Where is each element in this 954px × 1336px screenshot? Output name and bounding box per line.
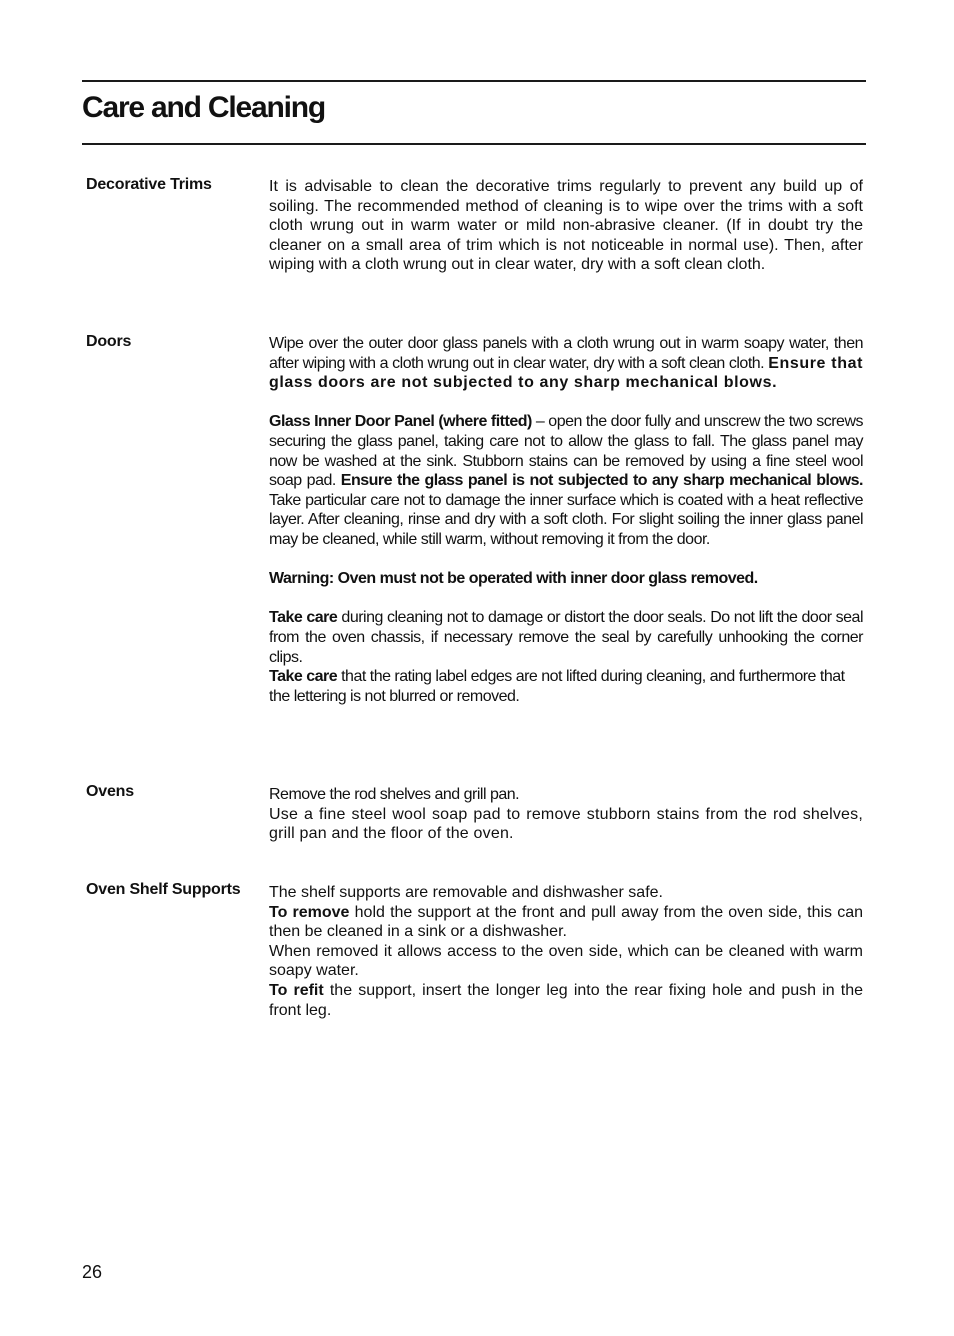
section-label-ovens: Ovens — [86, 783, 134, 800]
text-take-care-label: that the rating label edges are not lifted during cleaning, and furthermore that the lettering is not blurred or removed. — [269, 668, 845, 705]
paragraph-doors-outer-glass — [269, 334, 863, 393]
heading-glass-inner-door-panel: Glass Inner Door Panel (where fitted) — [269, 413, 532, 431]
section-label-decorative-trims: Decorative Trims — [86, 176, 212, 193]
text-glass-inner-door-panel-2: Take particular care not to damage the inner surface which is coated with a heat reflective layer. After cleaning, rinse and dry with a soft cloth. For slight soiling the inner glass panel may be cleaned, while still warm, without removing it from the door. — [269, 491, 863, 548]
ovens-line-steel-wool: Use a fine steel wool soap pad to remove stubborn stains from the rod shelves, grill pan and the floor of the oven. — [269, 805, 863, 843]
paragraph-glass-inner-door-panel — [269, 412, 863, 549]
page-number: 26 — [82, 1262, 103, 1282]
text-doors-outer-glass: Wipe over the outer door glass panels with a cloth wrung out in warm soapy water, then after wiping with a cloth wrung out in clear water, dry with a soft clean cloth. — [269, 335, 863, 372]
paragraph-decorative-trims: It is advisable to clean the decorative trims regularly to prevent any build up of soiling. The recommended method of cleaning is to wipe over the trims with a soft cloth wrung out in warm water or mild non-abrasive cleaner. (If in doubt try the cleaner on a small area of trim which is not noticeable in normal use). Then, after wiping with a cloth wrung out in clear water, dry with a soft clean cloth. — [269, 178, 863, 274]
warning-text: Warning: Oven must not be operated with inner door glass removed. — [269, 570, 758, 588]
shelf-supports-refit — [269, 981, 863, 1020]
emphasis-doors-sharp-blows: Ensure that glass doors are not subjected to any sharp mechanical blows. — [269, 354, 863, 392]
emphasis-to-refit: To refit — [269, 981, 324, 999]
section-body-decorative-trims — [269, 177, 863, 275]
paragraph-take-care-label — [269, 667, 863, 706]
emphasis-take-care-label: Take care — [269, 668, 338, 686]
paragraph-take-care-seals — [269, 608, 863, 667]
header-rule-top — [82, 80, 866, 82]
section-body-ovens — [269, 785, 863, 844]
emphasis-take-care-seals: Take care — [269, 609, 338, 627]
header-rule-bottom — [82, 143, 866, 145]
shelf-supports-access: When removed it allows access to the oven side, which can be cleaned with warm soapy water. — [269, 942, 863, 980]
shelf-supports-intro: The shelf supports are removable and dishwasher safe. — [269, 884, 663, 901]
text-to-refit: the support, insert the longer leg into the rear fixing hole and push in the front leg. — [269, 981, 863, 1019]
text-take-care-seals: during cleaning not to damage or distort the door seals. Do not lift the door seal from the oven chassis, if necessary remove the seal by carefully unhooking the corner clips. — [269, 609, 864, 666]
section-label-doors: Doors — [86, 333, 132, 350]
emphasis-to-remove: To remove — [269, 903, 350, 921]
emphasis-glass-panel-blows: Ensure the glass panel is not subjected to any sharp mechanical blows. — [340, 472, 864, 490]
text-glass-inner-door-panel-1: – open the door fully and unscrew the two screws securing the glass panel, taking care not to allow the glass to fall. The glass panel may now be washed at the sink. Stubborn stains can be removed by using a fine steel wool soap pad. — [269, 413, 863, 490]
ovens-line-remove-shelves: Remove the rod shelves and grill pan. — [269, 786, 520, 803]
section-body-doors — [269, 334, 863, 706]
section-body-oven-shelf-supports — [269, 883, 863, 1020]
text-to-remove: hold the support at the front and pull away from the oven side, this can then be cleaned in a sink or a dishwasher. — [269, 903, 864, 941]
section-label-oven-shelf-supports: Oven Shelf Supports — [86, 881, 241, 898]
page-title: Care and Cleaning — [82, 91, 325, 124]
paragraph-warning — [269, 569, 863, 589]
shelf-supports-remove — [269, 903, 863, 942]
